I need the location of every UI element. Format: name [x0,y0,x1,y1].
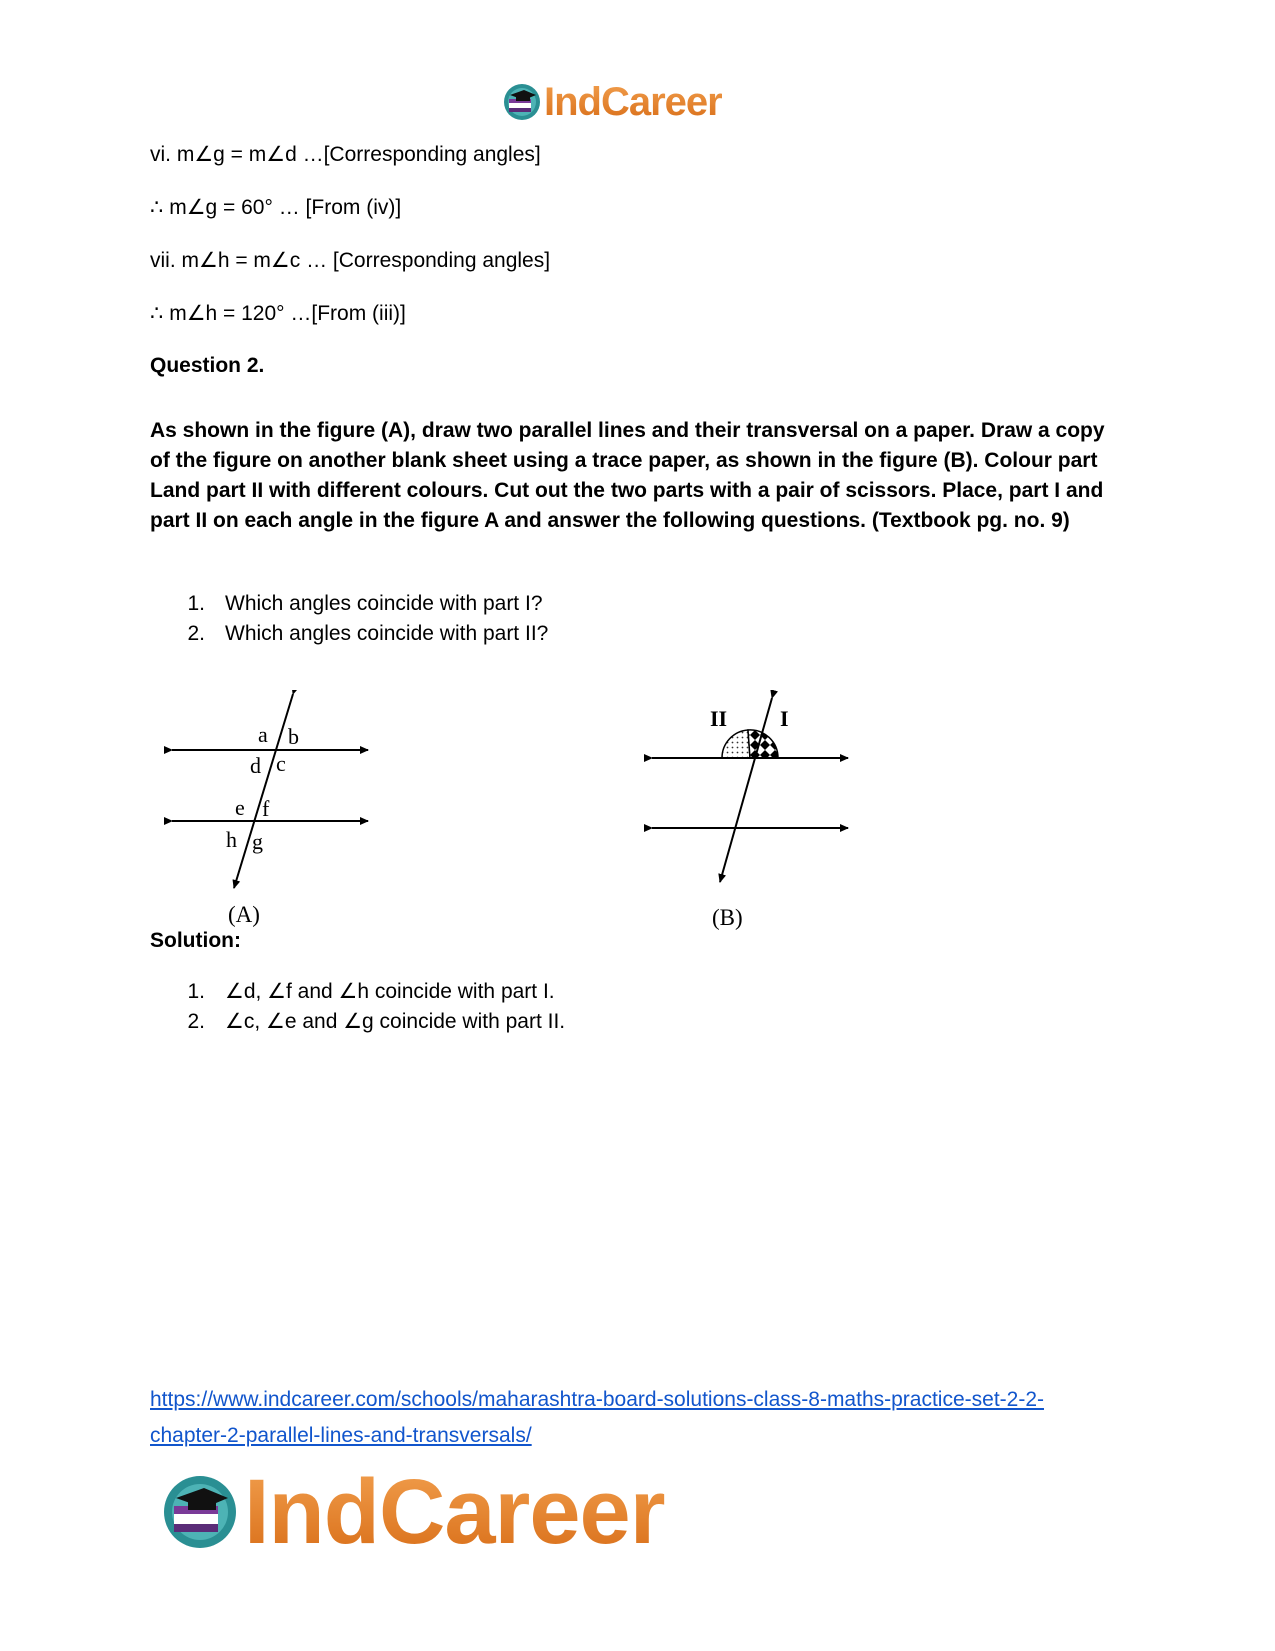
angle-label-d: d [250,753,261,778]
angle-label-b: b [288,724,299,749]
footer-logo [160,1462,665,1562]
footer-logo-text: IndCareer [244,1461,665,1563]
angle-label-h: h [226,827,237,852]
part-i-label: I [780,706,789,731]
angle-label-a: a [258,722,268,747]
graduation-cap-book-globe-icon [160,1472,240,1552]
question-title: Question 2. [150,354,265,377]
header-logo-text: IndCareer [544,80,722,124]
part-ii-region [722,730,750,758]
solution-title: Solution: [150,929,241,952]
list-text: ∠d, ∠f and ∠h coincide with part I. [225,980,555,1003]
angle-label-c: c [276,751,286,776]
list-item [150,589,548,619]
source-link-line-1[interactable]: https://www.indcareer.com/schools/maharashtra-board-solutions-class-8-maths-practice-set-2-2- [150,1388,1044,1411]
angle-label-e: e [235,795,245,820]
source-link-line-2[interactable]: chapter-2-parallel-lines-and-transversals/ [150,1424,532,1447]
question-list [150,589,548,649]
list-number: 2. [187,622,205,645]
step-line: ∴ m∠h = 120° …[From (iii)] [150,302,406,325]
list-item [150,619,548,649]
part-i-region [748,730,778,758]
list-text: Which angles coincide with part II? [225,622,549,645]
part-ii-label: II [710,706,728,731]
graduation-cap-book-globe-icon [502,82,542,122]
figure-a-caption: (A) [228,902,260,927]
step-line: vii. m∠h = m∠c … [Corresponding angles] [150,249,551,272]
solution-list [150,977,565,1037]
figure-a-parallel-lines-transversal [160,690,380,935]
figure-b-caption: (B) [712,905,743,930]
angle-label-g: g [252,829,263,854]
question-text: As shown in the figure (A), draw two parallel lines and their transversal on a paper. Draw a copy of the figure on another blank sheet using a trace paper, as shown in the figure (B). Colour part Land part II with different colours. Cut out the two parts with a pair of scissors. Place, part I and part II on each angle in the figure A and answer the following questions. (Textbook pg. no. 9) [150,419,1105,532]
list-item [150,977,565,1007]
list-text: Which angles coincide with part I? [225,592,543,615]
list-item [150,1007,565,1037]
list-number: 1. [187,980,205,1003]
source-link[interactable] [150,1382,1150,1454]
step-line: vi. m∠g = m∠d …[Corresponding angles] [150,143,541,166]
header-logo [502,80,722,124]
figure-b-traced-parts [640,690,860,935]
list-number: 2. [187,1010,205,1033]
step-line: ∴ m∠g = 60° … [From (iv)] [150,196,402,219]
angle-label-f: f [262,796,270,821]
list-text: ∠c, ∠e and ∠g coincide with part II. [225,1010,566,1033]
list-number: 1. [187,592,205,615]
